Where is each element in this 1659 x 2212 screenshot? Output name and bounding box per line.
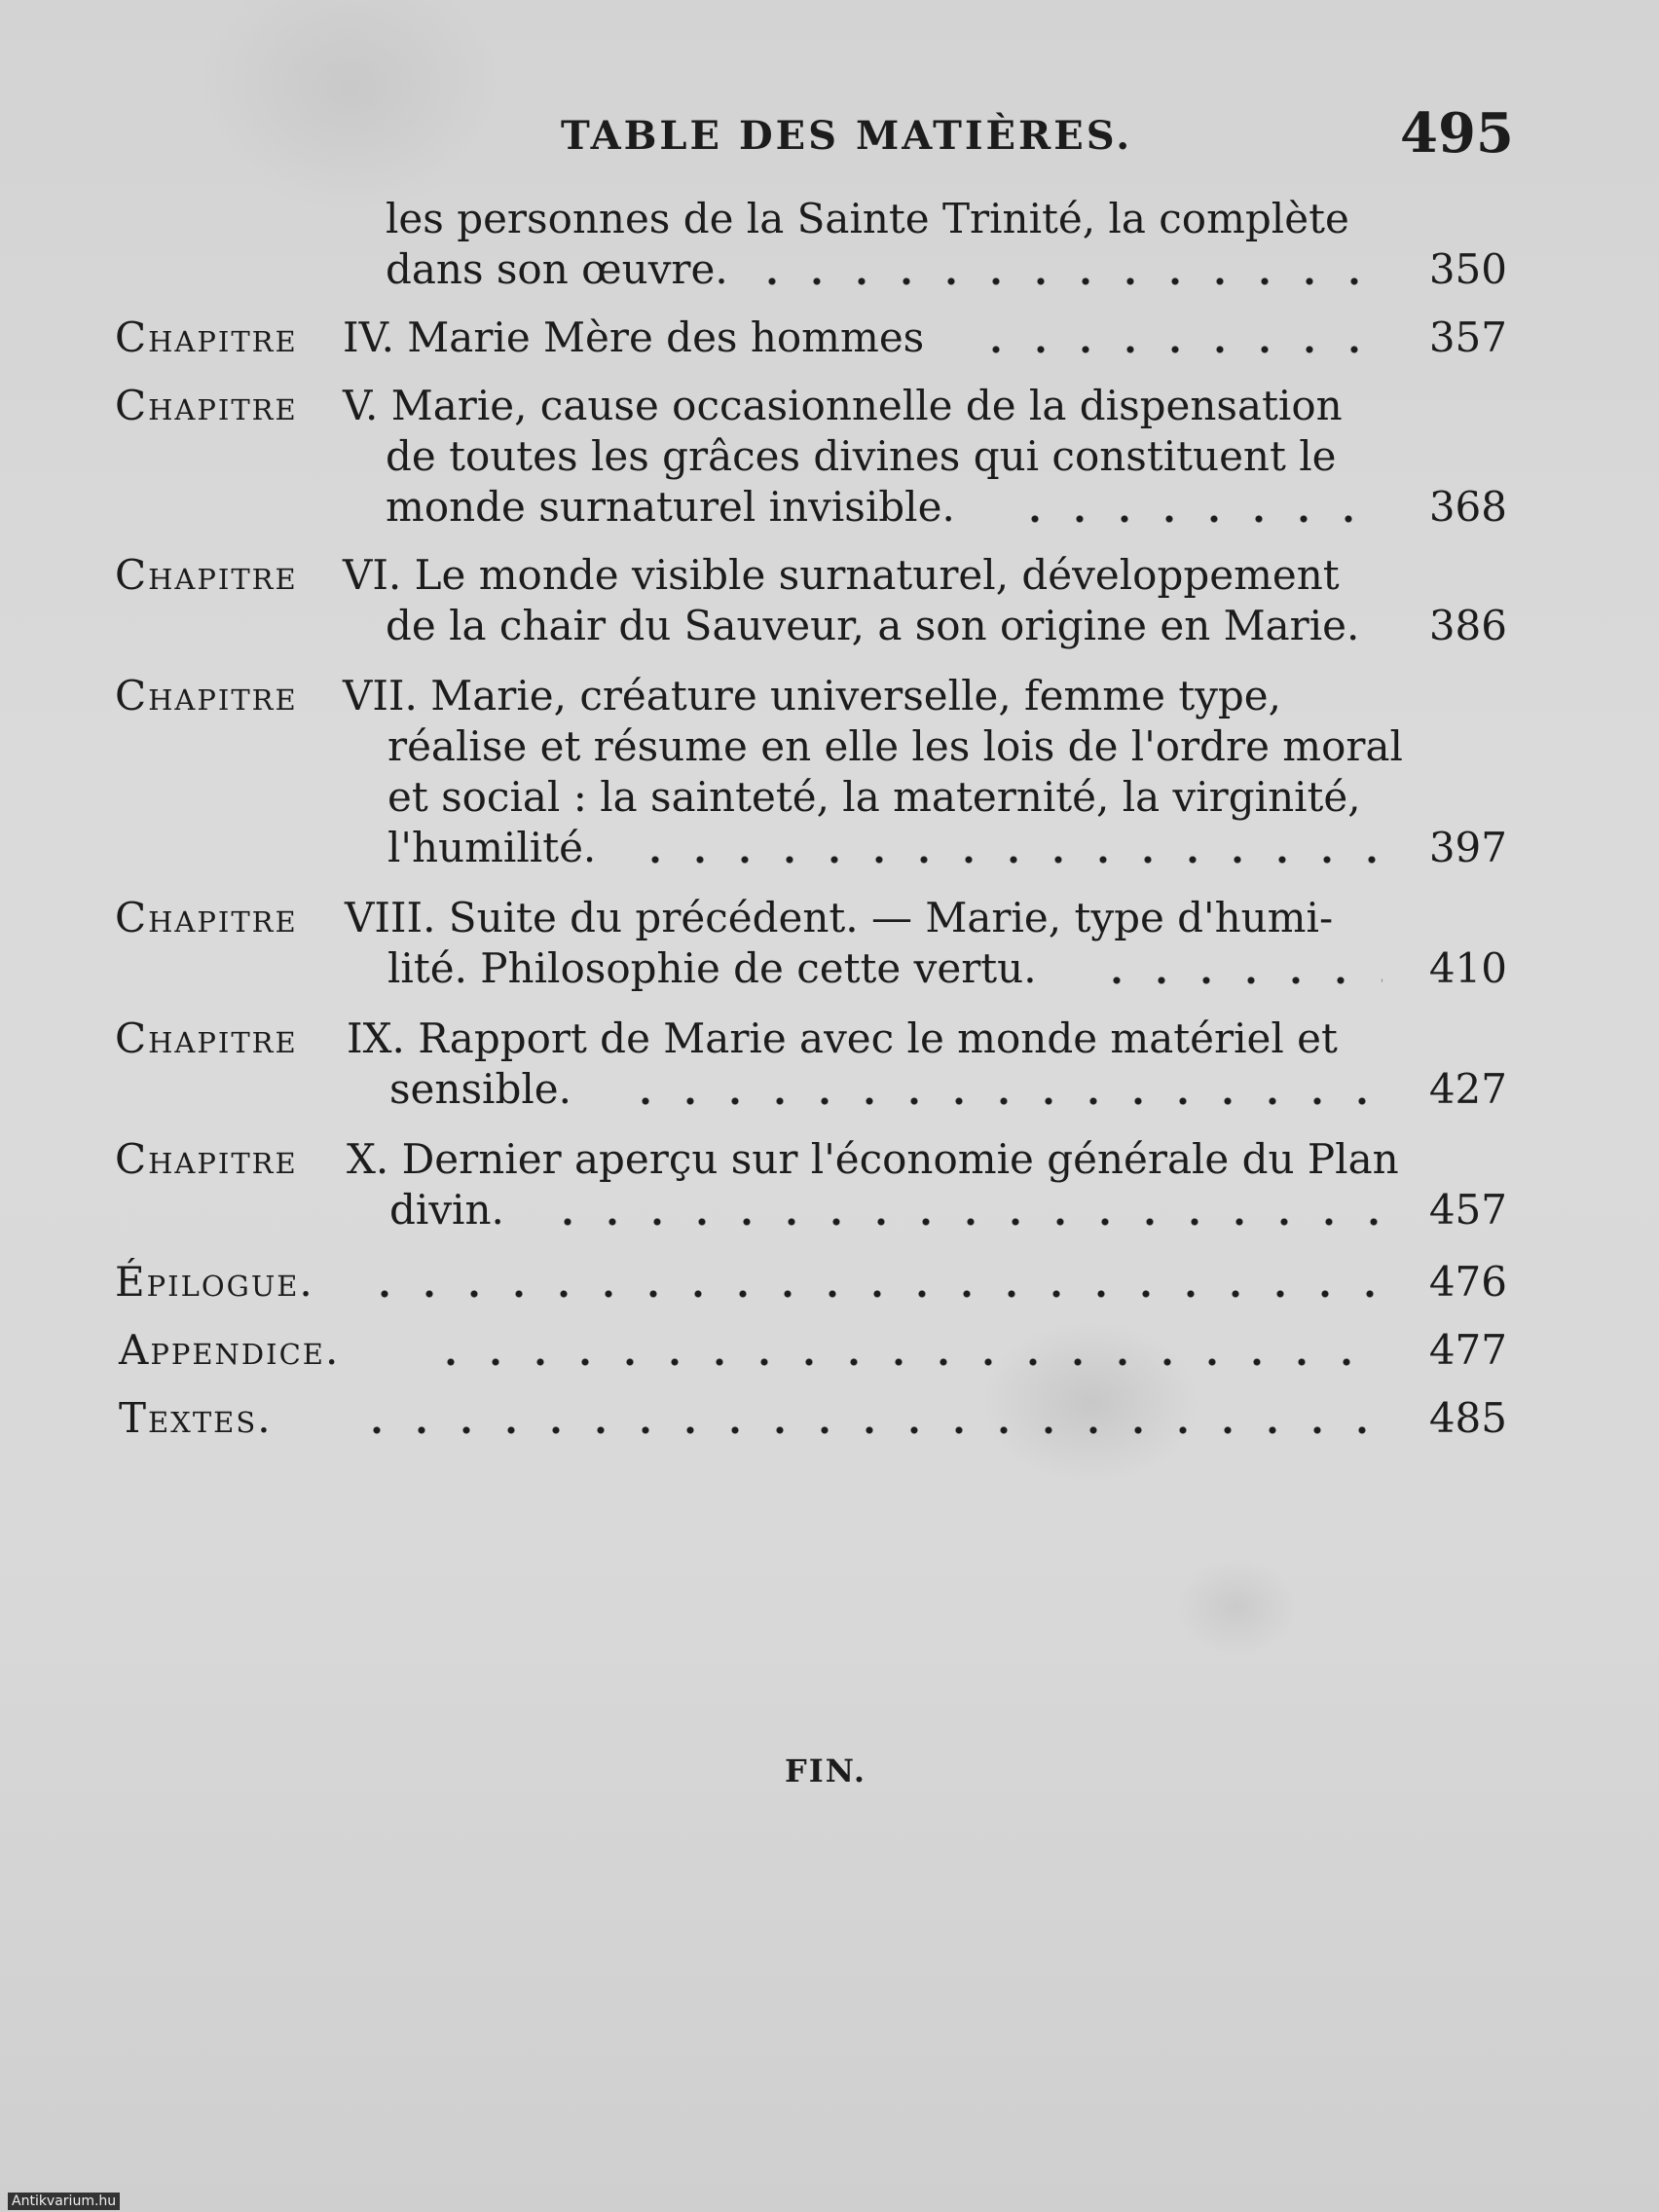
entry-text: IX. Rapport de Marie avec le monde matériel et — [347, 1014, 1338, 1062]
entry-text: dans son œuvre. — [386, 245, 728, 293]
toc-line — [0, 1184, 1659, 1236]
dot-leader — [750, 243, 1382, 296]
entry-text: divin. — [389, 1186, 504, 1234]
toc-line — [0, 1324, 1659, 1377]
entry-text: VIII. Suite du précédent. — Marie, type d'humi- — [345, 894, 1334, 941]
entry-page: 477 — [1428, 1326, 1507, 1374]
toc-line — [0, 892, 1659, 944]
entry-page: 350 — [1428, 245, 1507, 293]
entry-page: 357 — [1428, 313, 1507, 361]
end-mark: FIN. — [785, 1752, 867, 1789]
toc-line — [0, 1256, 1659, 1309]
dot-leader — [362, 1256, 1382, 1309]
entry-text: IV. Marie Mère des hommes — [343, 313, 925, 361]
chapter-label: Chapitre — [115, 1135, 298, 1183]
toc-line — [0, 822, 1659, 874]
toc-line — [0, 312, 1659, 364]
dot-leader — [623, 1063, 1382, 1116]
section-label: Épilogue. — [115, 1258, 314, 1306]
dot-leader — [428, 1324, 1382, 1377]
toc-line — [0, 1013, 1659, 1065]
toc-line — [0, 1133, 1659, 1186]
entry-page: 397 — [1428, 824, 1507, 871]
toc-line — [0, 600, 1659, 652]
chapter-label: Chapitre — [115, 672, 298, 719]
section-label: Textes. — [119, 1394, 273, 1442]
entry-page: 485 — [1428, 1394, 1507, 1442]
toc-line — [0, 430, 1659, 483]
entry-page: 410 — [1428, 944, 1507, 992]
chapter-label: Chapitre — [115, 894, 298, 941]
chapter-label: Chapitre — [115, 382, 298, 429]
page-number: 495 — [1400, 101, 1514, 166]
entry-text: l'humilité. — [387, 824, 597, 871]
entry-text: monde surnaturel invisible. — [386, 483, 955, 531]
toc-line — [0, 549, 1659, 602]
dot-leader — [354, 1392, 1382, 1445]
dot-leader — [633, 822, 1382, 874]
toc-line — [0, 1063, 1659, 1116]
dot-leader — [545, 1184, 1382, 1236]
chapter-label: Chapitre — [115, 551, 298, 599]
toc-line — [0, 771, 1659, 824]
entry-page: 368 — [1428, 483, 1507, 531]
entry-text: les personnes de la Sainte Trinité, la complète — [386, 195, 1349, 242]
entry-text: sensible. — [389, 1065, 571, 1113]
chapter-label: Chapitre — [115, 1014, 298, 1062]
running-title: TABLE DES MATIÈRES. — [561, 113, 1133, 159]
toc-line — [0, 481, 1659, 534]
chapter-label: Chapitre — [115, 313, 298, 361]
dot-leader — [1094, 942, 1382, 995]
entry-text: VI. Le monde visible surnaturel, développement — [343, 551, 1340, 599]
entry-text: V. Marie, cause occasionnelle de la dispensation — [343, 382, 1343, 429]
entry-text: VII. Marie, créature universelle, femme type, — [343, 672, 1282, 719]
entry-page: 457 — [1428, 1186, 1507, 1234]
entry-page: 476 — [1428, 1258, 1507, 1306]
toc-line — [0, 380, 1659, 432]
entry-page: 427 — [1428, 1065, 1507, 1113]
entry-text: de la chair du Sauveur, a son origine en Marie. — [386, 602, 1360, 649]
toc-line — [0, 670, 1659, 722]
toc-line — [0, 720, 1659, 773]
entry-text: lité. Philosophie de cette vertu. — [387, 944, 1037, 992]
entry-text: de toutes les grâces divines qui constituent le — [386, 432, 1337, 480]
entry-text: X. Dernier aperçu sur l'économie générale du Plan — [347, 1135, 1399, 1183]
dot-leader — [974, 312, 1382, 364]
watermark-credit: Antikvarium.hu — [8, 2193, 120, 2210]
entry-text: réalise et résume en elle les lois de l'ordre moral — [387, 722, 1403, 770]
entry-page: 386 — [1428, 602, 1507, 649]
section-label: Appendice. — [119, 1326, 341, 1374]
entry-text: et social : la sainteté, la maternité, la virginité, — [387, 773, 1361, 821]
toc-line — [0, 1392, 1659, 1445]
toc-line — [0, 193, 1659, 245]
toc-line — [0, 243, 1659, 296]
dot-leader — [1013, 481, 1382, 534]
toc-line — [0, 942, 1659, 995]
